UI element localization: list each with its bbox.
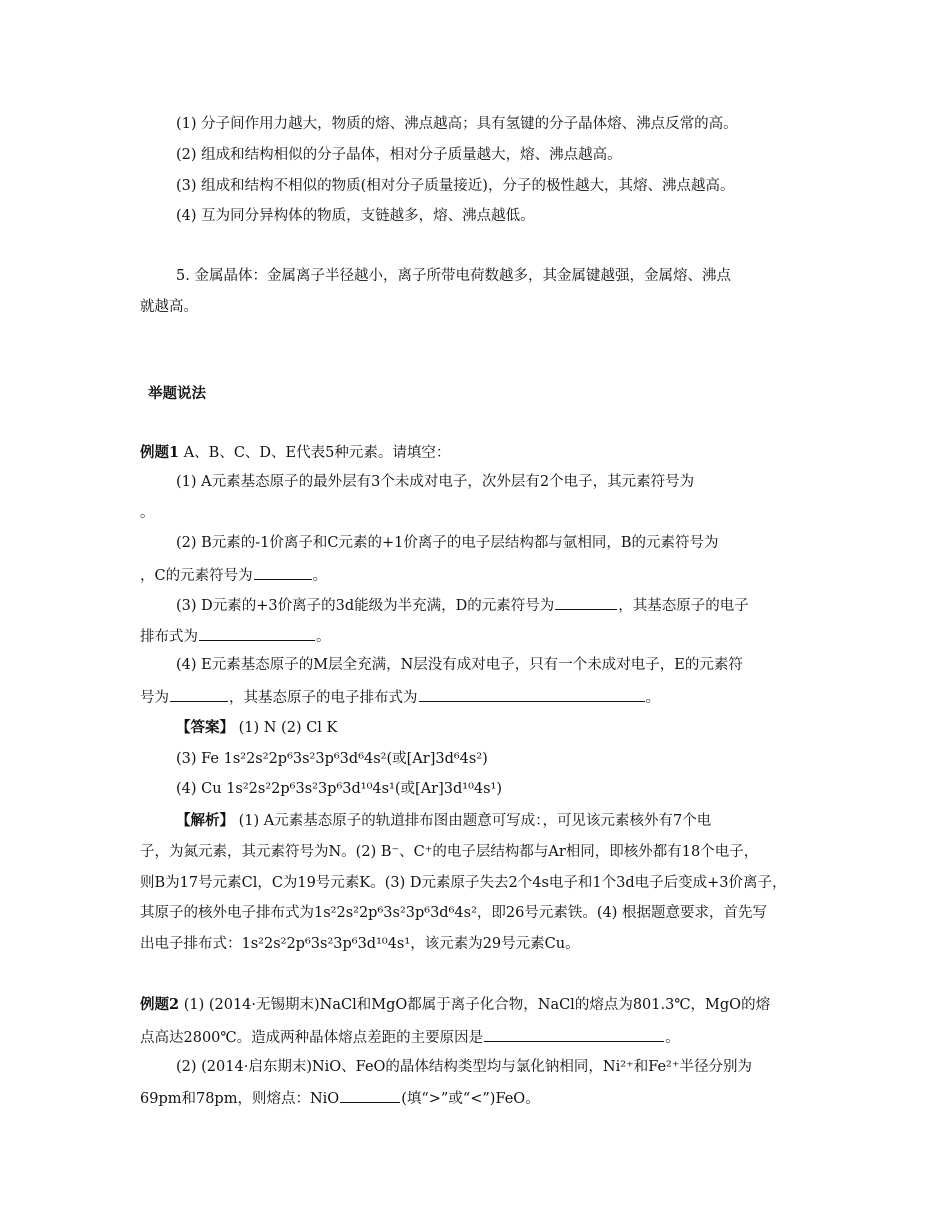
ex1-q4-text: 号为 (140, 690, 169, 706)
answer-blank[interactable] (555, 594, 617, 610)
answer-blank[interactable] (419, 686, 645, 702)
ex2-q1-line2 (140, 1026, 680, 1048)
answer-blank[interactable] (254, 564, 312, 580)
ex2-q1-line1 (140, 995, 770, 1015)
rule-5-line2: 就越高。 (140, 299, 198, 315)
analysis-line-3: 则B为17号元素Cl，C为19号元素K。(3) D元素原子失去2个4s电子和1个3d电子后变成+3价离子， (140, 875, 787, 891)
ex2-q2-line1: (2) (2014·启东期末)NiO、FeO的晶体结构类型均与氯化钠相同，Ni²⁺和Fe²⁺半径分别为 (176, 1059, 753, 1075)
ex2-q2-text: 69pm和78pm，则熔点：NiO (140, 1091, 340, 1107)
ex1-q2-line1: (2) B元素的-1价离子和C元素的+1价离子的电子层结构都与氩相同，B的元素符号为 (176, 535, 719, 551)
answer-blank[interactable] (170, 686, 228, 702)
ex1-q1-line1: (1) A元素基态原子的最外层有3个未成对电子，次外层有2个电子，其元素符号为 (176, 474, 695, 490)
analysis-line-4: 其原子的核外电子排布式为1s²2s²2p⁶3s²3p⁶3d⁶4s²，即26号元素铁。(4) 根据题意要求，首先写 (140, 905, 767, 921)
answer-blank[interactable] (199, 625, 315, 641)
answer-line-1 (176, 718, 337, 738)
analysis-line-1 (176, 811, 711, 831)
ex1-q3-text: (3) D元素的+3价离子的3d能级为半充满，D的元素符号为 (176, 598, 555, 614)
ex1-q3-text3: 排布式为 (140, 629, 198, 645)
ex1-q3-line2 (140, 625, 331, 647)
analysis-line-5: 出电子排布式：1s²2s²2p⁶3s²3p⁶3d¹⁰4s¹，该元素为29号元素Cu。 (140, 936, 580, 952)
ex2-q2-line2 (140, 1087, 540, 1109)
ex1-q3-end: 。 (316, 629, 331, 645)
answer-blank[interactable] (340, 1087, 400, 1103)
rule-3: (3) 组成和结构不相似的物质(相对分子质量接近)，分子的极性越大，其熔、沸点越高。 (176, 178, 735, 194)
rule-5-line1: 5. 金属晶体：金属离子半径越小，离子所带电荷数越多，其金属键越强，金属熔、沸点 (176, 268, 731, 284)
answer-label: 【答案】 (176, 719, 234, 736)
ex1-q3-line1 (176, 594, 749, 616)
answer-1-2: (1) N (2) Cl K (234, 720, 338, 736)
ex1-q4-text2: ，其基态原子的电子排布式为 (229, 690, 418, 706)
example1-label: 例题1 (140, 444, 180, 461)
answer-line-3: (3) Fe 1s²2s²2p⁶3s²3p⁶3d⁶4s²(或[Ar]3d⁶4s²) (176, 751, 488, 767)
example1-intro: A、B、C、D、E代表5种元素。请填空： (179, 445, 451, 461)
ex2-q1-text2: 点高达2800℃。造成两种晶体熔点差距的主要原因是 (140, 1030, 484, 1046)
example1-intro-line (140, 443, 450, 463)
ex2-q2-end: (填“>”或“<”)FeO。 (401, 1091, 540, 1107)
ex1-q4-line2 (140, 686, 660, 708)
analysis-label: 【解析】 (176, 812, 234, 829)
ex1-q1-line2: 。 (140, 505, 155, 521)
analysis-line-2: 子，为氮元素，其元素符号为N。(2) B⁻、C⁺的电子层结构都与Ar相同，即核外都有18个电子， (140, 844, 759, 860)
example2-label: 例题2 (140, 996, 180, 1013)
rule-4: (4) 互为同分异构体的物质，支链越多，熔、沸点越低。 (176, 208, 535, 224)
analysis-text-1: (1) A元素基态原子的轨道排布图由题意可写成：，可见该元素核外有7个电 (234, 813, 712, 829)
ex1-q4-line1: (4) E元素基态原子的M层全充满，N层没有成对电子，只有一个未成对电子，E的元素符 (176, 657, 743, 673)
ex1-q4-end: 。 (645, 690, 660, 706)
ex1-q2-end: 。 (312, 568, 328, 584)
rule-2: (2) 组成和结构相似的分子晶体，相对分子质量越大，熔、沸点越高。 (176, 147, 622, 163)
ex1-q3-text2: ，其基态原子的电子 (618, 598, 749, 614)
answer-line-4: (4) Cu 1s²2s²2p⁶3s²3p⁶3d¹⁰4s¹(或[Ar]3d¹⁰4s¹) (176, 781, 503, 797)
section-title: 举题说法 (148, 385, 206, 402)
ex2-q1-end: 。 (665, 1030, 680, 1046)
ex1-q2-line2 (140, 564, 327, 586)
ex2-q1-text: (1) (2014·无锡期末)NaCl和MgO都属于离子化合物，NaCl的熔点为801.3℃，MgO的熔 (179, 997, 771, 1013)
rule-1: (1) 分子间作用力越大，物质的熔、沸点越高；具有氢键的分子晶体熔、沸点反常的高。 (176, 116, 738, 132)
ex1-q2-text: ，C的元素符号为 (140, 568, 253, 584)
answer-blank[interactable] (484, 1026, 664, 1042)
